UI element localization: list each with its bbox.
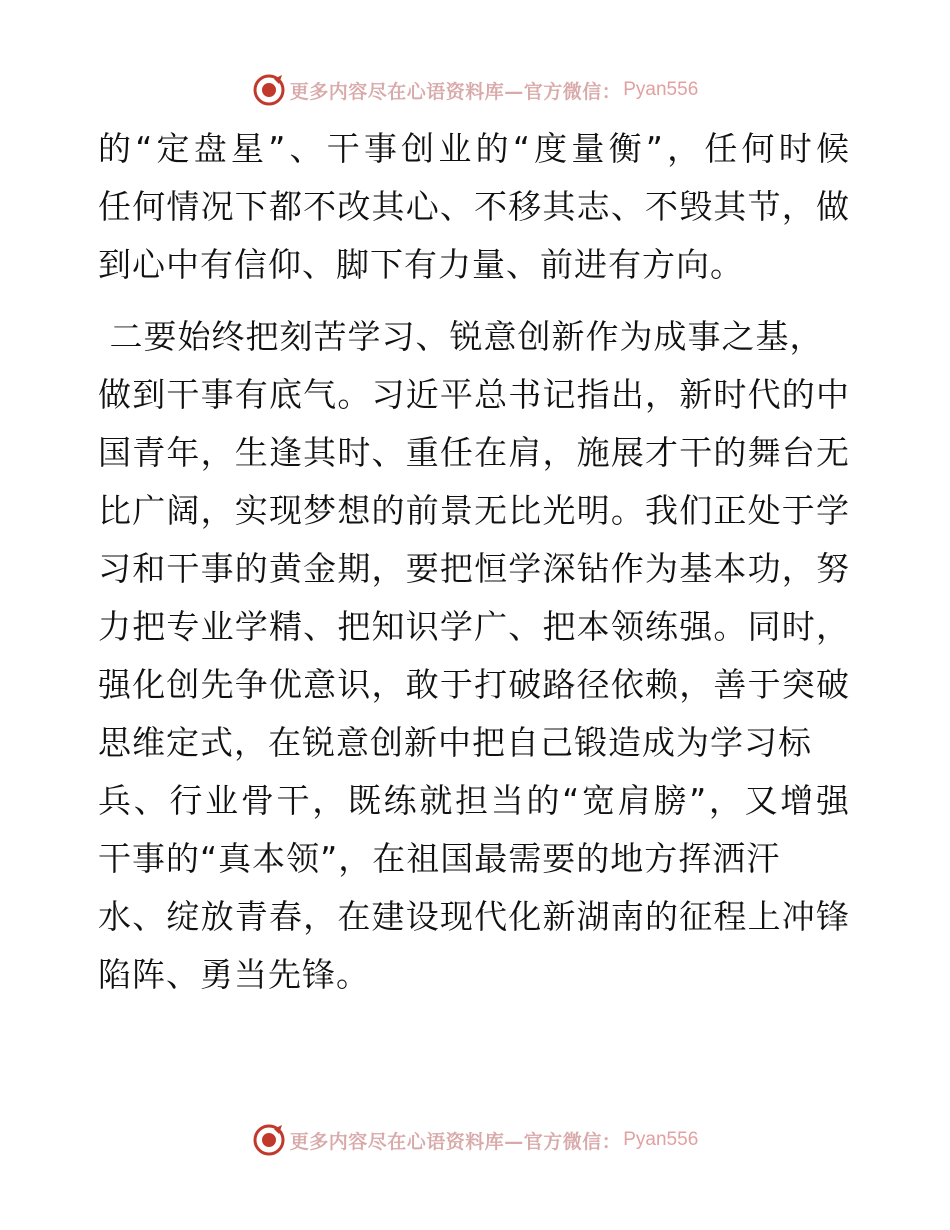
watermark-wechat-id: Pyan556 [623,79,699,100]
text-line: 任何情况下都不改其心、不移其志、不毁其节，做 [98,187,850,226]
watermark-text: 更多内容尽在心语资料库—官方微信： [289,1130,622,1153]
text-line: 习和干事的黄金期，要把恒学深钻作为基本功，努 [98,549,850,588]
text-line: 力把专业学精、把知识学广、把本领练强。同时， [98,607,850,646]
paragraph [98,308,850,1004]
text-line: 比广阔，实现梦想的前景无比光明。我们正处于学 [98,491,850,530]
header-watermark [0,70,950,110]
text-line: 强化创先争优意识，敢于打破路径依赖，善于突破 [98,665,850,704]
watermark-text: 更多内容尽在心语资料库—官方微信： [289,80,622,103]
text-line: 到心中有信仰、脚下有力量、前进有方向。 [98,245,744,284]
text-line: 二要始终把刻苦学习、锐意创新作为成事之基， [98,317,824,356]
text-line: 陷阵、勇当先锋。 [98,955,370,994]
text-line: 干事的“真本领”，在祖国最需要的地方挥洒汗 [98,839,781,878]
text-line: 的“定盘星”、干事创业的“度量衡”，任何时候 [98,129,850,168]
paragraph [98,120,850,294]
text-line: 兵、行业骨干，既练就担当的“宽肩膀”，又增强 [98,781,850,820]
watermark-wechat-id: Pyan556 [623,1129,699,1150]
text-line: 做到干事有底气。习近平总书记指出，新时代的中 [98,375,850,414]
brand-logo-icon [252,73,286,107]
text-line: 思维定式，在锐意创新中把自己锻造成为学习标 [98,723,812,762]
document-body [98,120,850,1004]
text-line: 国青年，生逢其时、重任在肩，施展才干的舞台无 [98,433,850,472]
text-line: 水、绽放青春，在建设现代化新湖南的征程上冲锋 [98,897,850,936]
brand-logo-icon [252,1123,286,1157]
footer-watermark [0,1120,950,1160]
